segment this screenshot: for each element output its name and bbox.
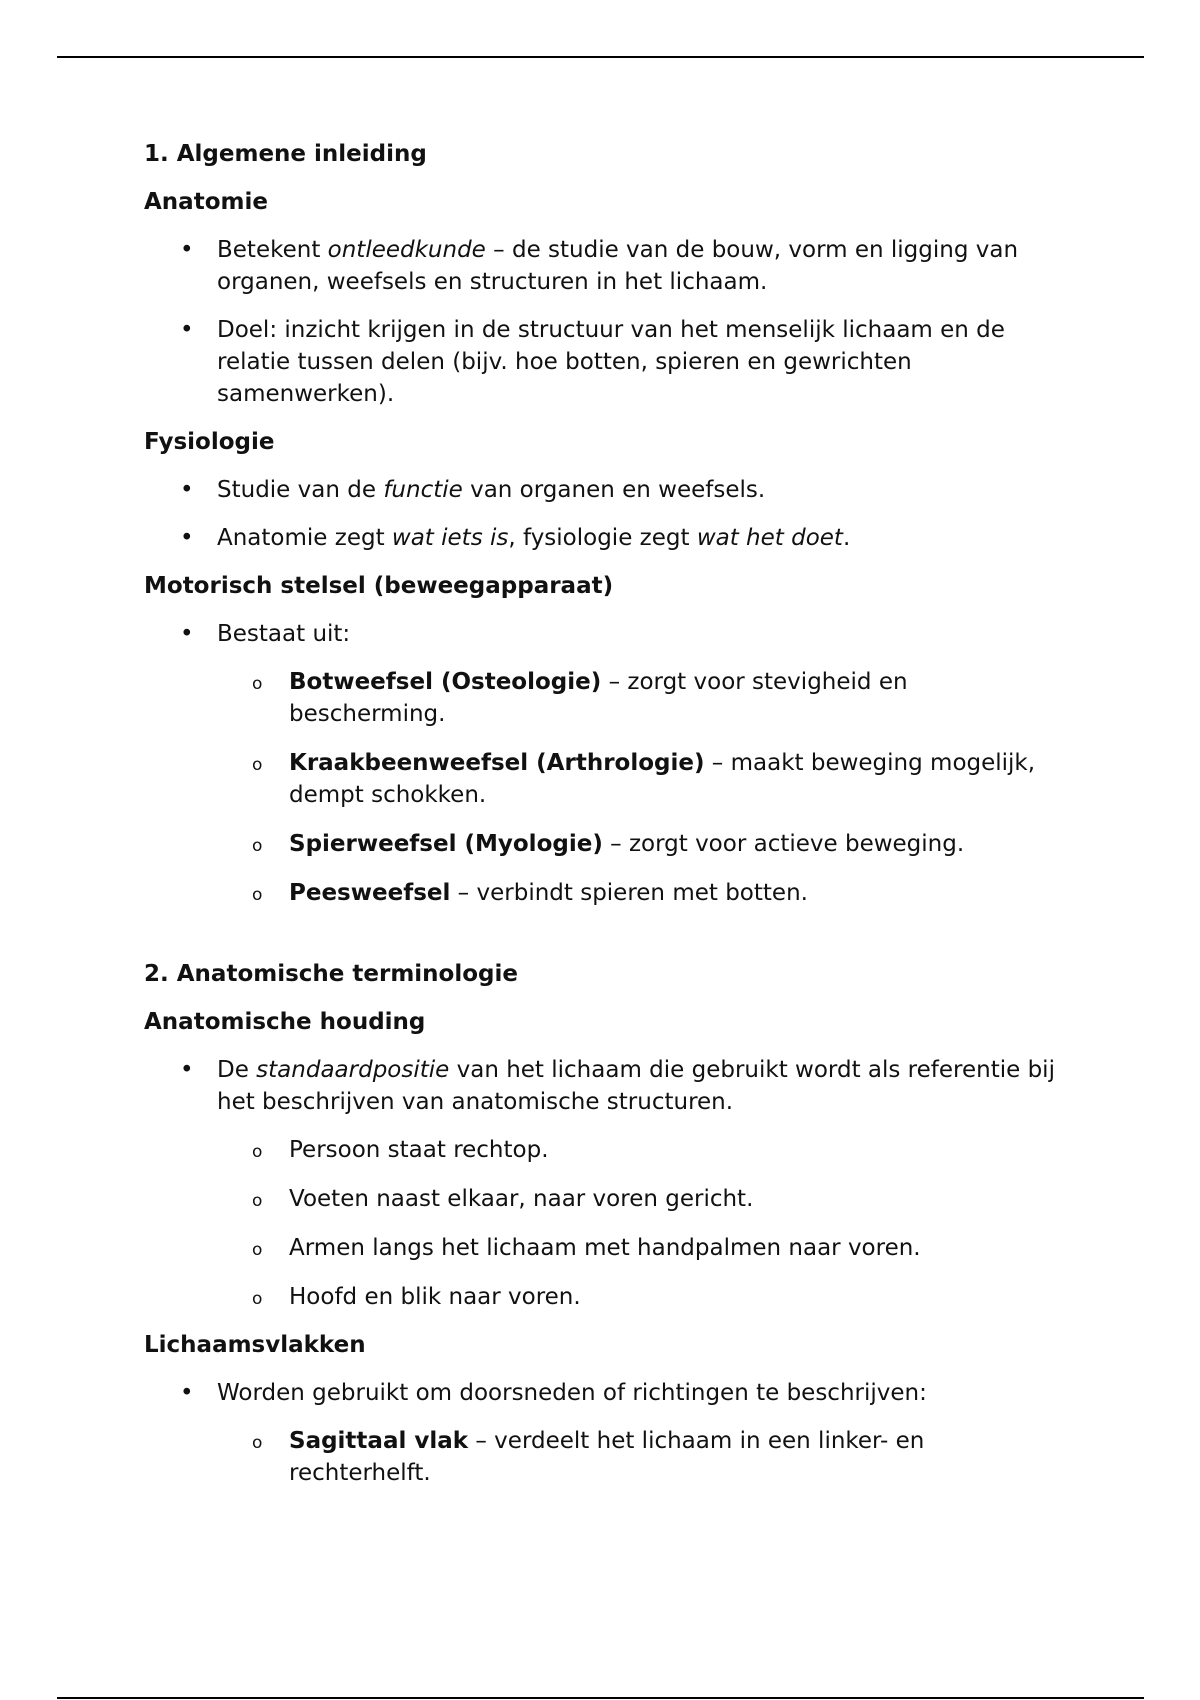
sub-bullet-icon: o xyxy=(252,1240,263,1260)
bullet-icon: • xyxy=(180,237,194,263)
text-run: – zorgt voor stevigheid en bescherming. xyxy=(289,669,908,727)
heading-anatomie: Anatomie xyxy=(144,189,268,215)
text-run: Studie van de xyxy=(217,477,384,503)
text-run: . xyxy=(842,525,851,551)
sub-bullet-icon: o xyxy=(252,1142,263,1162)
sublist-item xyxy=(144,1183,1064,1215)
italic-term: wat het doet xyxy=(696,525,843,551)
footer-rule xyxy=(57,1697,1144,1699)
sublist-item-text: Voeten naast elkaar, naar voren gericht. xyxy=(289,1186,754,1212)
list-item xyxy=(144,474,1064,506)
sublist-item-text xyxy=(216,666,1064,730)
list-item-text xyxy=(217,522,1064,554)
text-run: , fysiologie zegt xyxy=(508,525,697,551)
section-title-anatomische-terminologie: 2. Anatomische terminologie xyxy=(144,961,518,987)
bold-term: Kraakbeenweefsel (Arthrologie) xyxy=(289,750,705,776)
bullet-icon: • xyxy=(180,477,194,503)
list-item xyxy=(144,1054,1064,1313)
sublist-houding xyxy=(217,1134,1064,1313)
list-item xyxy=(144,234,1064,298)
sub-bullet-icon: o xyxy=(252,674,263,694)
list-item xyxy=(144,314,1064,410)
bullet-icon: • xyxy=(180,621,194,647)
list-lichaamsvlakken xyxy=(144,1377,1064,1489)
text-run: Betekent xyxy=(217,237,328,263)
text-run: – verdeelt het lichaam in een linker- en rechterhelft. xyxy=(289,1428,925,1486)
sublist-item xyxy=(144,747,1064,811)
sublist-item xyxy=(144,877,1064,909)
list-item-text: Bestaat uit: xyxy=(217,621,351,647)
italic-term: wat iets is xyxy=(391,525,509,551)
sublist-item-text xyxy=(216,877,1064,909)
section-title-algemene-inleiding: 1. Algemene inleiding xyxy=(144,141,427,167)
text-run: van het lichaam die gebruikt wordt als referentie bij het beschrijven van anatomische structuren. xyxy=(217,1057,1055,1115)
sub-bullet-icon: o xyxy=(252,1289,263,1309)
list-item xyxy=(144,618,1064,909)
italic-term: ontleedkunde xyxy=(327,237,486,263)
bold-term: Spierweefsel (Myologie) xyxy=(289,831,603,857)
list-item-text: Doel: inzicht krijgen in de structuur van het menselijk lichaam en de relatie tussen delen (bijv. hoe botten, spieren en gewrichten samenwerken). xyxy=(217,317,1005,407)
sub-bullet-icon: o xyxy=(252,755,263,775)
list-item-text xyxy=(217,474,1064,506)
bullet-icon: • xyxy=(180,525,194,551)
sub-bullet-icon: o xyxy=(252,1191,263,1211)
list-item xyxy=(144,1377,1064,1489)
bullet-icon: • xyxy=(180,1057,194,1083)
sublist-item-text xyxy=(216,747,1064,811)
list-item-text xyxy=(217,1054,1064,1118)
sublist-item xyxy=(144,1232,1064,1264)
heading-fysiologie: Fysiologie xyxy=(144,429,275,455)
list-item-text: Worden gebruikt om doorsneden of richtingen te beschrijven: xyxy=(217,1380,927,1406)
bullet-icon: • xyxy=(180,317,194,343)
header-rule xyxy=(57,56,1144,58)
sublist-item xyxy=(144,666,1064,730)
list-item xyxy=(144,522,1064,554)
italic-term: functie xyxy=(383,477,463,503)
sublist-weefsels xyxy=(217,666,1064,909)
heading-anatomische-houding: Anatomische houding xyxy=(144,1009,426,1035)
heading-motorisch-stelsel: Motorisch stelsel (beweegapparaat) xyxy=(144,573,614,599)
text-run: – zorgt voor actieve beweging. xyxy=(602,831,965,857)
sublist-item-text xyxy=(216,1425,1064,1489)
bullet-icon: • xyxy=(180,1380,194,1406)
sublist-item-text xyxy=(216,828,1064,860)
sublist-item-text: Hoofd en blik naar voren. xyxy=(289,1284,581,1310)
list-anatomie xyxy=(144,234,1064,410)
bold-term: Peesweefsel xyxy=(289,880,451,906)
sublist-item xyxy=(144,1134,1064,1166)
sublist-item-text: Armen langs het lichaam met handpalmen naar voren. xyxy=(289,1235,921,1261)
text-run: – verbindt spieren met botten. xyxy=(450,880,808,906)
sublist-item xyxy=(144,828,1064,860)
text-run: De xyxy=(217,1057,257,1083)
list-anatomische-houding xyxy=(144,1054,1064,1313)
sublist-item xyxy=(144,1281,1064,1313)
list-item-text xyxy=(217,234,1064,298)
text-run: van organen en weefsels. xyxy=(462,477,766,503)
italic-term: standaardpositie xyxy=(256,1057,450,1083)
text-run: – de studie van de bouw, vorm en ligging van organen, weefsels en structuren in het lichaam. xyxy=(217,237,1019,295)
bold-term: Botweefsel (Osteologie) xyxy=(289,669,602,695)
sub-bullet-icon: o xyxy=(252,885,263,905)
text-run: Anatomie zegt xyxy=(217,525,392,551)
sublist-vlakken xyxy=(217,1425,1064,1489)
list-fysiologie xyxy=(144,474,1064,554)
sublist-item xyxy=(144,1425,1064,1489)
bold-term: Sagittaal vlak xyxy=(289,1428,469,1454)
heading-lichaamsvlakken: Lichaamsvlakken xyxy=(144,1332,366,1358)
document-body xyxy=(144,138,1064,1505)
sublist-item-text: Persoon staat rechtop. xyxy=(289,1137,549,1163)
sub-bullet-icon: o xyxy=(252,1433,263,1453)
sub-bullet-icon: o xyxy=(252,836,263,856)
text-run: – maakt beweging mogelijk, dempt schokken. xyxy=(289,750,1036,808)
list-motorisch-stelsel xyxy=(144,618,1064,909)
